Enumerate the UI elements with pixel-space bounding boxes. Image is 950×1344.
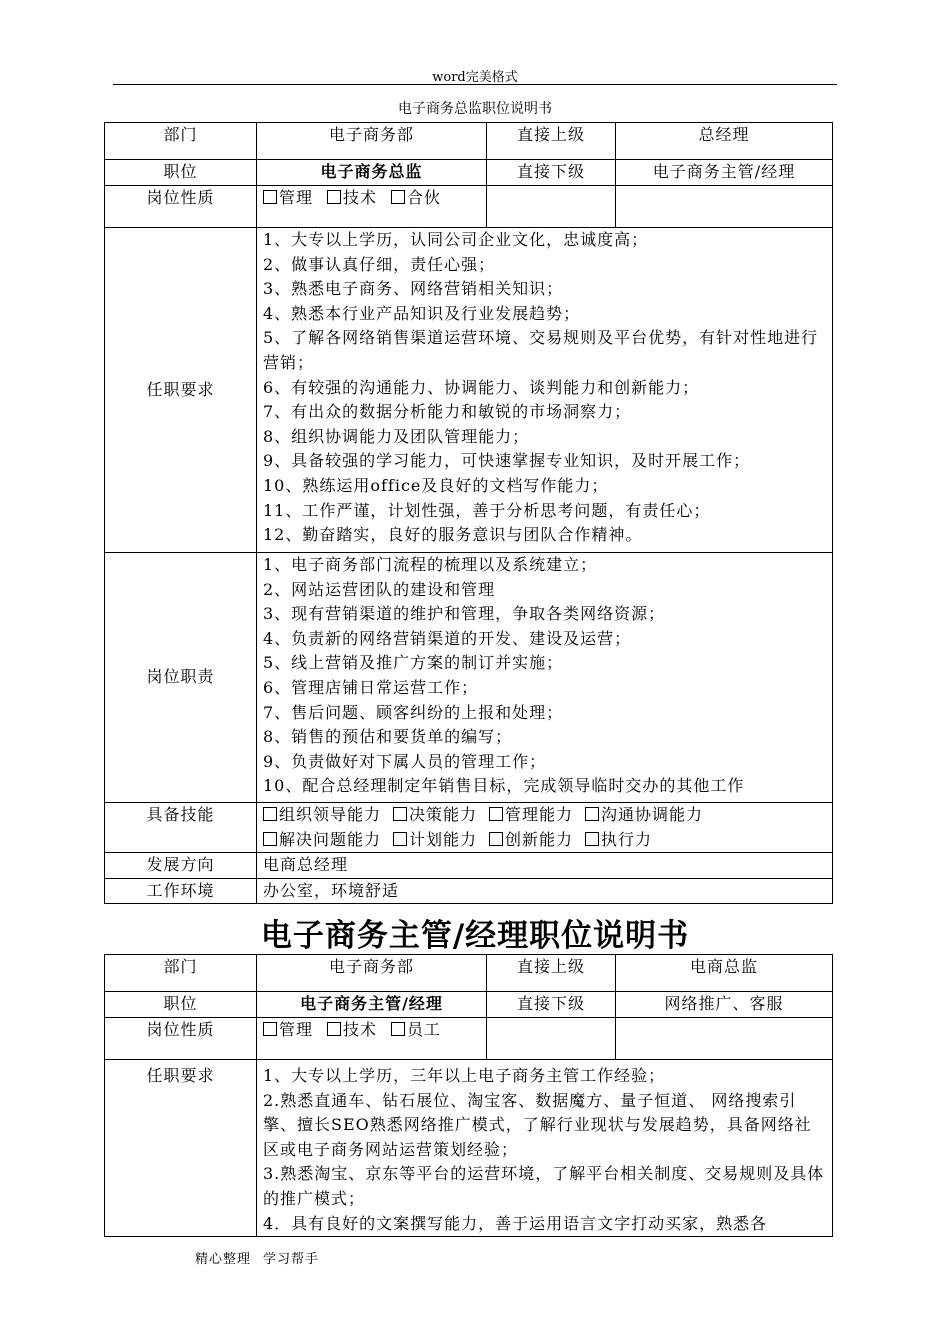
position-value: 电子商务总监 xyxy=(257,160,487,186)
checkbox-icon[interactable] xyxy=(263,1022,277,1036)
position-value: 电子商务主管/经理 xyxy=(257,992,487,1018)
nature-option[interactable]: 合伙 xyxy=(391,186,441,211)
list-item: 4．具有良好的文案撰写能力，善于运用语言文字打动买家，熟悉各 xyxy=(263,1213,768,1233)
section2-table xyxy=(104,954,833,1237)
empty-cell xyxy=(616,1018,833,1060)
nature-options xyxy=(257,186,487,228)
skill-option[interactable]: 决策能力 xyxy=(393,803,477,828)
subordinate-label: 直接下级 xyxy=(487,160,616,186)
checkbox-icon[interactable] xyxy=(585,832,599,846)
development-value: 电商总经理 xyxy=(257,853,833,879)
superior-value: 总经理 xyxy=(616,123,833,160)
checkbox-icon[interactable] xyxy=(327,190,341,204)
subordinate-value: 网络推广、客服 xyxy=(616,992,833,1018)
checkbox-icon[interactable] xyxy=(391,1022,405,1036)
nature-option[interactable]: 管理 xyxy=(263,1018,313,1043)
empty-cell xyxy=(487,186,616,228)
duties-list xyxy=(257,553,833,803)
checkbox-icon[interactable] xyxy=(393,832,407,846)
list-item: 9、具备较强的学习能力，可快速掌握专业知识，及时开展工作； xyxy=(263,451,751,471)
list-item: 2、网站运营团队的建设和管理 xyxy=(263,579,496,599)
list-item: 6、有较强的沟通能力、协调能力、谈判能力和创新能力； xyxy=(263,377,700,397)
section2-title: 电子商务主管/经理职位说明书 xyxy=(260,918,690,954)
nature-option[interactable]: 管理 xyxy=(263,186,313,211)
skills-label: 具备技能 xyxy=(105,803,257,853)
list-item: 11、工作严谨，计划性强，善于分析思考问题，有责任心； xyxy=(263,500,711,520)
footer-left: 精心整理 xyxy=(195,1252,252,1267)
list-item: 3.熟悉淘宝、京东等平台的运营环境，了解平台相关制度、交易规则及具体的推广模式； xyxy=(263,1164,825,1208)
list-item: 7、有出众的数据分析能力和敏锐的市场洞察力； xyxy=(263,402,632,422)
header-divider xyxy=(113,84,837,85)
requirements-list xyxy=(257,1060,833,1237)
requirements-label: 任职要求 xyxy=(105,228,257,553)
nature-options xyxy=(257,1018,487,1060)
nature-label: 岗位性质 xyxy=(105,1018,257,1060)
checkbox-icon[interactable] xyxy=(585,807,599,821)
dept-label: 部门 xyxy=(105,123,257,160)
list-item: 12、勤奋踏实，良好的服务意识与团队合作精神。 xyxy=(263,525,643,545)
footer-right: 学习帮手 xyxy=(263,1252,320,1267)
page-header: word完美格式 xyxy=(432,70,518,85)
requirements-list xyxy=(257,228,833,553)
dept-value: 电子商务部 xyxy=(257,955,487,992)
list-item: 4、负责新的网络营销渠道的开发、建设及运营； xyxy=(263,628,632,648)
list-item: 1、电子商务部门流程的梳理以及系统建立； xyxy=(263,555,598,574)
list-item: 3、熟悉电子商务、网络营销相关知识； xyxy=(263,279,564,299)
skill-option[interactable]: 解决问题能力 xyxy=(263,828,381,853)
checkbox-icon[interactable] xyxy=(489,807,503,821)
list-item: 10、配合总经理制定年销售目标，完成领导临时交办的其他工作 xyxy=(263,776,745,796)
subordinate-label: 直接下级 xyxy=(487,992,616,1018)
checkbox-icon[interactable] xyxy=(263,807,277,821)
nature-option[interactable]: 技术 xyxy=(327,1018,377,1043)
list-item: 2、做事认真仔细，责任心强； xyxy=(263,254,496,274)
superior-label: 直接上级 xyxy=(487,123,616,160)
nature-option[interactable]: 技术 xyxy=(327,186,377,211)
requirements-label: 任职要求 xyxy=(105,1060,257,1237)
environment-value: 办公室，环境舒适 xyxy=(257,878,833,904)
list-item: 7、售后问题、顾客纠纷的上报和处理； xyxy=(263,702,564,722)
skill-option[interactable]: 计划能力 xyxy=(393,828,477,853)
dept-value: 电子商务部 xyxy=(257,123,487,160)
skill-option[interactable]: 沟通协调能力 xyxy=(585,803,703,828)
list-item: 8、组织协调能力及团队管理能力； xyxy=(263,426,530,446)
nature-option[interactable]: 员工 xyxy=(391,1018,441,1043)
skill-option[interactable]: 管理能力 xyxy=(489,803,573,828)
position-label: 职位 xyxy=(105,160,257,186)
list-item: 8、销售的预估和要货单的编写； xyxy=(263,727,513,747)
superior-value: 电商总监 xyxy=(616,955,833,992)
checkbox-icon[interactable] xyxy=(393,807,407,821)
environment-label: 工作环境 xyxy=(105,878,257,904)
checkbox-icon[interactable] xyxy=(263,832,277,846)
page-footer xyxy=(195,1248,331,1267)
duties-label: 岗位职责 xyxy=(105,553,257,803)
checkbox-icon[interactable] xyxy=(391,190,405,204)
nature-label: 岗位性质 xyxy=(105,186,257,228)
list-item: 4、熟悉本行业产品知识及行业发展趋势； xyxy=(263,303,581,323)
section1-table xyxy=(104,122,833,904)
skill-option[interactable]: 创新能力 xyxy=(489,828,573,853)
list-item: 10、熟练运用office及良好的文档写作能力； xyxy=(263,475,609,495)
development-label: 发展方向 xyxy=(105,853,257,879)
list-item: 6、管理店铺日常运营工作； xyxy=(263,677,479,697)
checkbox-icon[interactable] xyxy=(327,1022,341,1036)
list-item: 3、现有营销渠道的维护和管理，争取各类网络资源； xyxy=(263,604,666,624)
skill-option[interactable]: 执行力 xyxy=(585,828,652,853)
dept-label: 部门 xyxy=(105,955,257,992)
list-item: 1、大专以上学历，认同公司企业文化，忠诚度高； xyxy=(263,230,649,249)
subordinate-value: 电子商务主管/经理 xyxy=(616,160,833,186)
skill-option[interactable]: 组织领导能力 xyxy=(263,803,381,828)
superior-label: 直接上级 xyxy=(487,955,616,992)
checkbox-icon[interactable] xyxy=(489,832,503,846)
list-item: 5、了解各网络销售渠道运营环境、交易规则及平台优势，有针对性地进行营销； xyxy=(263,328,819,372)
position-label: 职位 xyxy=(105,992,257,1018)
list-item: 1、大专以上学历，三年以上电子商务主管工作经验； xyxy=(263,1066,666,1085)
list-item: 9、负责做好对下属人员的管理工作； xyxy=(263,751,547,771)
empty-cell xyxy=(487,1018,616,1060)
checkbox-icon[interactable] xyxy=(263,190,277,204)
list-item: 2.熟悉直通车、钻石展位、淘宝客、数据魔方、量子恒道、 网络搜索引擎、擅长SEO熟悉网络推广模式，了解行业现状与发展趋势，具备网络社区或电子商务网站运营策划经验； xyxy=(263,1090,812,1159)
skills-options xyxy=(257,803,833,853)
empty-cell xyxy=(616,186,833,228)
section1-title: 电子商务总监职位说明书 xyxy=(398,101,552,117)
list-item: 5、线上营销及推广方案的制订并实施； xyxy=(263,653,564,673)
